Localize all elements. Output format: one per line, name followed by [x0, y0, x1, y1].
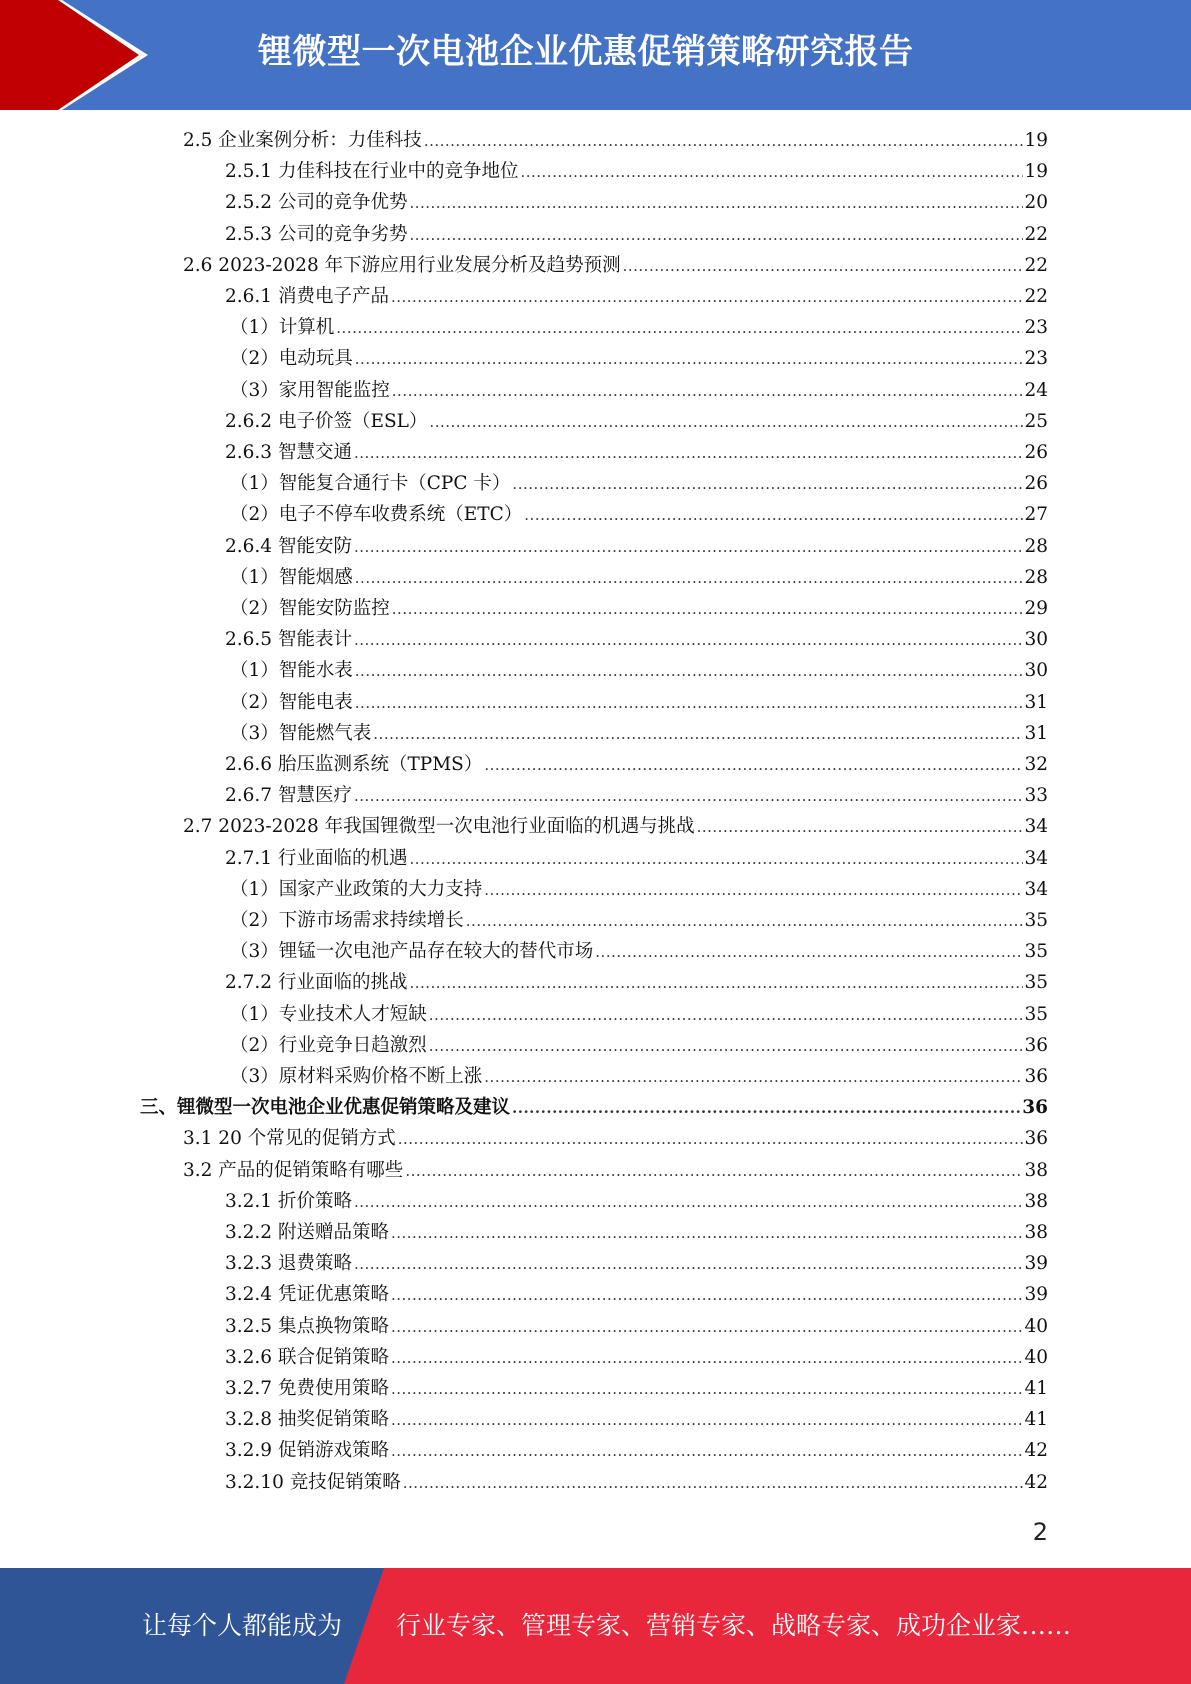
toc-entry[interactable]	[225, 406, 1048, 437]
toc-entry-label: 3.2.9 促销游戏策略	[225, 1440, 389, 1462]
toc-entry[interactable]	[183, 125, 1048, 156]
toc-entry-label: （2）下游市场需求持续增长	[230, 910, 464, 931]
toc-entry-page: 36	[1024, 1034, 1048, 1056]
toc-entry-label: （1）智能水表	[230, 660, 353, 682]
toc-leader-dots	[520, 157, 1023, 188]
toc-entry[interactable]	[225, 281, 1048, 312]
toc-entry-label: 2.5.1 力佳科技在行业中的竞争地位	[225, 161, 519, 183]
toc-entry[interactable]	[225, 780, 1048, 811]
toc-entry-label: 2.6.6 胎压监测系统（TPMS）	[225, 754, 483, 775]
toc-leader-dots	[355, 344, 1024, 375]
toc-entry-page: 36	[1024, 1066, 1048, 1087]
toc-entry-page: 28	[1024, 535, 1048, 557]
toc-leader-dots	[429, 407, 1023, 438]
toc-entry-label: （3）锂锰一次电池产品存在较大的替代市场	[230, 941, 594, 963]
toc-entry-label: （3）智能燃气表	[230, 722, 372, 744]
toc-entry-label: 3.2.6 联合促销策略	[225, 1346, 389, 1368]
toc-leader-dots	[391, 1405, 1023, 1436]
toc-entry-page: 22	[1024, 223, 1048, 245]
toc-entry[interactable]	[230, 593, 1048, 624]
toc-leader-dots	[405, 1156, 1023, 1187]
toc-entry[interactable]	[183, 811, 1048, 842]
toc-entry[interactable]	[225, 1435, 1048, 1466]
toc-leader-dots	[355, 688, 1024, 719]
toc-entry-label: 2.6.7 智慧医疗	[225, 785, 352, 807]
toc-entry-label: （2）智能安防监控	[230, 598, 390, 619]
toc-entry-page: 24	[1024, 379, 1048, 401]
toc-entry[interactable]	[230, 375, 1048, 406]
toc-entry-label: 3.2.3 退费策略	[225, 1253, 352, 1275]
toc-entry[interactable]	[183, 1123, 1048, 1154]
toc-entry-label: 3.2.7 免费使用策略	[225, 1378, 389, 1399]
header-arrow-icon	[0, 0, 160, 110]
toc-entry-page: 41	[1024, 1409, 1048, 1431]
toc-entry-page: 22	[1024, 286, 1048, 307]
toc-entry-label: （2）行业竞争日趋激烈	[230, 1034, 427, 1056]
toc-entry[interactable]	[225, 156, 1048, 187]
toc-entry-label: 3.2.4 凭证优惠策略	[225, 1284, 389, 1306]
toc-entry-page: 35	[1024, 910, 1048, 931]
toc-entry-label: 2.7.2 行业面临的挑战	[225, 972, 408, 994]
toc-entry-page: 23	[1024, 348, 1048, 370]
toc-entry[interactable]	[230, 468, 1048, 499]
toc-entry-page: 42	[1024, 1440, 1048, 1462]
toc-entry-label: 2.6 2023-2028 年下游应用行业发展分析及趋势预测	[183, 254, 621, 276]
toc-entry-label: 3.2.8 抽奖促销策略	[225, 1409, 389, 1431]
toc-entry-page: 41	[1024, 1378, 1048, 1399]
toc-entry-label: （1）智能复合通行卡（CPC 卡）	[230, 473, 511, 495]
toc-entry[interactable]	[230, 312, 1048, 343]
toc-entry[interactable]	[225, 749, 1048, 780]
toc-entry-label: （2）智能电表	[230, 691, 353, 713]
toc-leader-dots	[354, 438, 1024, 469]
toc-entry[interactable]	[225, 531, 1048, 562]
toc-entry-label: 3.1 20 个常见的促销方式	[183, 1128, 396, 1150]
toc-entry[interactable]	[225, 1186, 1048, 1217]
toc-entry[interactable]	[225, 1217, 1048, 1248]
toc-entry-page: 39	[1024, 1253, 1048, 1275]
toc-leader-dots	[398, 1124, 1024, 1155]
toc-entry[interactable]	[230, 999, 1048, 1030]
toc-entry-page: 33	[1024, 785, 1048, 807]
toc-entry-label: 3.2 产品的促销策略有哪些	[183, 1159, 404, 1181]
toc-entry[interactable]	[183, 250, 1048, 281]
toc-entry[interactable]	[225, 843, 1048, 874]
toc-entry-page: 32	[1024, 754, 1048, 775]
toc-entry-label: 3.2.1 折价策略	[225, 1190, 352, 1212]
page-number: 2	[1032, 1518, 1048, 1546]
toc-leader-dots	[391, 1343, 1023, 1374]
toc-entry[interactable]	[230, 1030, 1048, 1061]
toc-entry-page: 26	[1024, 442, 1048, 463]
toc-entry-page: 26	[1024, 473, 1048, 495]
toc-entry[interactable]	[230, 936, 1048, 967]
footer-slogan-left: 让每个人都能成为	[142, 1611, 343, 1640]
toc-leader-dots	[355, 563, 1024, 594]
toc-leader-dots	[429, 1000, 1024, 1031]
toc-entry-label: （1）计算机	[230, 317, 335, 339]
toc-entry-label: 2.6.4 智能安防	[225, 535, 352, 557]
toc-leader-dots	[484, 750, 1023, 781]
toc-entry-label: （2）电子不停车收费系统（ETC）	[230, 504, 523, 526]
toc-leader-dots	[623, 251, 1024, 282]
toc-entry-label: （1）智能烟感	[230, 566, 353, 588]
toc-leader-dots	[392, 594, 1024, 625]
toc-entry-page: 30	[1024, 660, 1048, 682]
toc-leader-dots	[484, 875, 1023, 906]
toc-entry-page: 27	[1024, 504, 1048, 526]
toc-entry-page: 25	[1024, 410, 1048, 432]
toc-entry-label: （3）家用智能监控	[230, 379, 390, 401]
toc-entry[interactable]	[225, 219, 1048, 250]
toc-leader-dots	[595, 937, 1023, 968]
toc-leader-dots	[429, 1031, 1024, 1062]
toc-entry-page: 28	[1024, 566, 1048, 588]
toc-entry-label: （2）电动玩具	[230, 348, 353, 370]
toc-leader-dots	[392, 376, 1024, 407]
toc-entry[interactable]	[230, 343, 1048, 374]
toc-entry-label: 2.5.3 公司的竞争劣势	[225, 223, 408, 245]
toc-leader-dots	[697, 812, 1024, 843]
toc-entry-page: 30	[1024, 629, 1048, 651]
toc-leader-dots	[484, 1062, 1023, 1093]
toc-entry-page: 35	[1024, 941, 1048, 963]
toc-leader-dots	[355, 656, 1024, 687]
toc-entry[interactable]	[230, 905, 1048, 936]
toc-entry-page: 19	[1024, 161, 1048, 183]
toc-entry-page: 19	[1024, 130, 1048, 151]
toc-entry[interactable]	[225, 1373, 1048, 1404]
toc-entry[interactable]	[230, 874, 1048, 905]
toc-entry-label: （1）国家产业政策的大力支持	[230, 878, 483, 900]
toc-entry[interactable]	[225, 967, 1048, 998]
toc-entry[interactable]	[230, 562, 1048, 593]
toc-entry[interactable]	[230, 499, 1048, 530]
toc-entry[interactable]	[225, 1311, 1048, 1342]
toc-entry-page: 20	[1024, 192, 1048, 214]
toc-leader-dots	[391, 1218, 1023, 1249]
toc-leader-dots	[354, 1249, 1024, 1280]
toc-entry-page: 38	[1024, 1190, 1048, 1212]
toc-entry[interactable]	[225, 1404, 1048, 1435]
toc-entry[interactable]	[230, 1061, 1048, 1092]
toc-entry-label: 3.2.5 集点换物策略	[225, 1315, 389, 1337]
toc-entry-page: 34	[1024, 816, 1048, 838]
toc-entry[interactable]	[225, 1248, 1048, 1279]
toc-entry[interactable]	[225, 437, 1048, 468]
toc-leader-dots	[354, 532, 1024, 563]
toc-entry[interactable]	[225, 1279, 1048, 1310]
toc-entry[interactable]	[140, 1092, 1048, 1123]
toc-leader-dots	[391, 1374, 1023, 1405]
toc-entry[interactable]	[225, 624, 1048, 655]
toc-leader-dots	[336, 313, 1023, 344]
toc-entry-label: 3.2.2 附送赠品策略	[225, 1222, 389, 1243]
toc-entry[interactable]	[225, 1342, 1048, 1373]
toc-entry[interactable]	[230, 655, 1048, 686]
toc-leader-dots	[391, 1312, 1023, 1343]
toc-leader-dots	[373, 719, 1023, 750]
toc-leader-dots	[391, 282, 1023, 313]
toc-entry-label: 2.7.1 行业面临的机遇	[225, 847, 408, 869]
toc-entry[interactable]	[225, 1467, 1048, 1498]
toc-entry-page: 40	[1024, 1315, 1048, 1337]
toc-entry-page: 42	[1024, 1471, 1048, 1493]
toc-entry-page: 35	[1024, 972, 1048, 994]
toc-entry[interactable]	[225, 187, 1048, 218]
toc-leader-dots	[409, 220, 1023, 251]
toc-leader-dots	[424, 126, 1024, 157]
toc-entry-page: 34	[1024, 878, 1048, 900]
toc-entry-page: 38	[1024, 1159, 1048, 1181]
toc-leader-dots	[512, 469, 1023, 500]
toc-entry-label: 2.5.2 公司的竞争优势	[225, 192, 408, 214]
toc-leader-dots	[512, 1093, 1021, 1124]
toc-leader-dots	[403, 1468, 1024, 1499]
toc-leader-dots	[524, 500, 1023, 531]
toc-entry-page: 22	[1024, 254, 1048, 276]
toc-leader-dots	[391, 1436, 1023, 1467]
report-header	[0, 0, 1191, 110]
toc-entry-label: 2.6.5 智能表计	[225, 629, 352, 651]
toc-entry-label: （3）原材料采购价格不断上涨	[230, 1066, 483, 1087]
toc-entry-page: 38	[1024, 1222, 1048, 1243]
toc-leader-dots	[354, 1187, 1024, 1218]
toc-leader-dots	[354, 781, 1024, 812]
toc-entry-page: 23	[1024, 317, 1048, 339]
toc-leader-dots	[354, 625, 1024, 656]
footer-slogan-right: 行业专家、管理专家、营销专家、战略专家、成功企业家……	[396, 1611, 1072, 1640]
toc-entry[interactable]	[183, 1155, 1048, 1186]
toc-entry-label: 三、锂微型一次电池企业优惠促销策略及建议	[140, 1097, 511, 1119]
toc-leader-dots	[391, 1280, 1023, 1311]
toc-entry-page: 36	[1022, 1097, 1048, 1119]
toc-entry-page: 36	[1024, 1128, 1048, 1150]
report-footer	[0, 1568, 1191, 1684]
toc-entry-page: 35	[1024, 1003, 1048, 1025]
toc-entry-label: 2.5 企业案例分析：力佳科技	[183, 130, 422, 151]
report-title: 锂微型一次电池企业优惠促销策略研究报告	[258, 32, 914, 72]
toc-entry-label: （1）专业技术人才短缺	[230, 1003, 427, 1025]
toc-entry-page: 40	[1024, 1346, 1048, 1368]
toc-entry-page: 29	[1024, 598, 1048, 619]
toc-entry[interactable]	[230, 718, 1048, 749]
toc-entry-page: 31	[1024, 722, 1048, 744]
toc-entry-label: 2.6.3 智慧交通	[225, 442, 352, 463]
toc-entry-label: 2.7 2023-2028 年我国锂微型一次电池行业面临的机遇与挑战	[183, 816, 695, 838]
toc-entry-label: 3.2.10 竞技促销策略	[225, 1471, 401, 1493]
toc-entry-label: 2.6.1 消费电子产品	[225, 286, 389, 307]
toc-entry-page: 39	[1024, 1284, 1048, 1306]
toc-entry-label: 2.6.2 电子价签（ESL）	[225, 410, 428, 432]
toc-entry[interactable]	[230, 687, 1048, 718]
toc-leader-dots	[409, 188, 1023, 219]
toc-leader-dots	[409, 968, 1023, 999]
toc-entry-page: 31	[1024, 691, 1048, 713]
toc-entry-page: 34	[1024, 847, 1048, 869]
toc-leader-dots	[409, 844, 1023, 875]
toc-leader-dots	[466, 906, 1024, 937]
